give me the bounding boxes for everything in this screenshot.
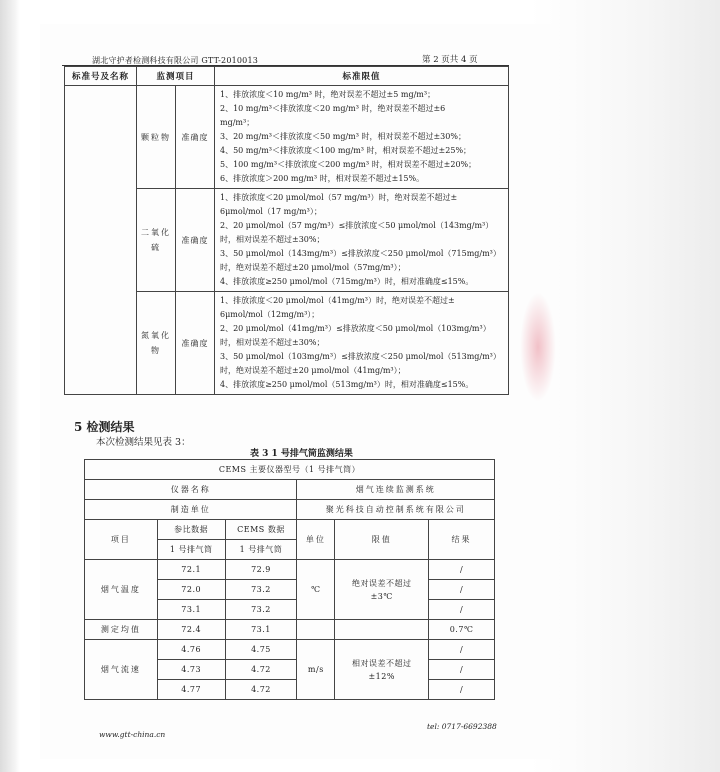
standards-table-header xyxy=(65,67,509,86)
limit-cell xyxy=(215,292,509,395)
accuracy-label: 准确度 xyxy=(176,292,215,395)
table-row xyxy=(85,460,495,480)
model-row: CEMS 主要仪器型号（1 号排气筒） xyxy=(85,460,495,480)
table-row xyxy=(85,560,495,580)
scan-edge-right xyxy=(530,0,720,772)
limit-line: 时，相对误差不超过±30%； xyxy=(220,338,325,347)
temp-result: / xyxy=(429,560,495,580)
limit-line: 6μmol/mol（12mg/m³）； xyxy=(220,310,320,319)
flow-cems-value: 4.72 xyxy=(225,680,297,700)
mean-ref-value: 72.4 xyxy=(157,620,225,640)
col-cems: CEMS 数据 xyxy=(225,520,297,540)
temp-cems-value: 73.2 xyxy=(225,580,297,600)
flow-result: / xyxy=(429,680,495,700)
flow-ref-value: 4.76 xyxy=(157,640,225,660)
limit-line: 4、50 mg/m³＜排放浓度＜100 mg/m³ 时，相对误差不超过±25%； xyxy=(220,146,472,155)
limit-line: 时，相对误差不超过±30%； xyxy=(220,235,325,244)
sub-ref: 1 号排气筒 xyxy=(157,540,225,560)
flow-unit: m/s xyxy=(297,640,335,700)
footer-website: www.gtt-china.cn xyxy=(99,730,166,739)
category-so2: 二氧化硫 xyxy=(137,189,176,292)
temp-result: / xyxy=(429,600,495,620)
mean-unit xyxy=(297,620,335,640)
temp-ref-value: 73.1 xyxy=(157,600,225,620)
table-row xyxy=(85,500,495,520)
mean-label: 测定均值 xyxy=(85,620,158,640)
limit-line: 4、排放浓度≥250 μmol/mol（513mg/m³）时，相对准确度≤15%。 xyxy=(220,380,474,389)
section-title: 5 检测结果 xyxy=(74,420,135,434)
limit-cell xyxy=(215,86,509,189)
instrument-value: 烟气连续监测系统 xyxy=(297,480,495,500)
temp-unit: ℃ xyxy=(297,560,335,620)
table-row xyxy=(65,86,509,189)
category-nox: 氮氧化物 xyxy=(137,292,176,395)
temp-cems-value: 72.9 xyxy=(225,560,297,580)
table-row xyxy=(85,520,495,540)
limit-line: 3、50 μmol/mol（103mg/m³）≤排放浓度＜250 μmol/mol（513mg/m³） xyxy=(220,352,501,361)
stamp-smudge xyxy=(520,292,556,402)
limit-line: 1、排放浓度＜10 mg/m³ 时，绝对误差不超过±5 mg/m³； xyxy=(220,90,436,99)
standards-table xyxy=(64,66,509,395)
scan-edge-left xyxy=(0,0,20,772)
flow-limit: 相对误差不超过±12% xyxy=(335,640,429,700)
temp-label: 烟气温度 xyxy=(85,560,158,620)
flow-cems-value: 4.72 xyxy=(225,660,297,680)
mean-result: 0.7℃ xyxy=(429,620,495,640)
temp-result: / xyxy=(429,580,495,600)
header-standard-name: 标准号及名称 xyxy=(65,67,137,86)
results-table xyxy=(84,459,495,700)
table-caption: 表 3 1 号排气筒监测结果 xyxy=(250,449,353,459)
temp-ref-value: 72.1 xyxy=(157,560,225,580)
accuracy-label: 准确度 xyxy=(176,86,215,189)
col-result: 结果 xyxy=(429,520,495,560)
header-company: 湖北守护者检测科技有限公司 GTT-2010013 xyxy=(92,56,259,65)
instrument-label: 仪器名称 xyxy=(85,480,297,500)
limit-line: 5、100 mg/m³＜排放浓度＜200 mg/m³ 时，相对误差不超过±20%； xyxy=(220,160,477,169)
limit-line: 时，绝对误差不超过±20 μmol/mol（41mg/m³）； xyxy=(220,366,406,375)
mean-limit xyxy=(335,620,429,640)
col-unit: 单位 xyxy=(297,520,335,560)
limit-line: 2、20 μmol/mol（41mg/m³）≤排放浓度＜50 μmol/mol（103mg/m³） xyxy=(220,324,491,333)
flow-result: / xyxy=(429,640,495,660)
header-page-info: 第 2 页共 4 页 xyxy=(422,55,478,65)
col-item: 项目 xyxy=(85,520,158,560)
limit-line: 3、20 mg/m³＜排放浓度＜50 mg/m³ 时，相对误差不超过±30%； xyxy=(220,132,466,141)
limit-line: 2、10 mg/m³＜排放浓度＜20 mg/m³ 时，绝对误差不超过±6 xyxy=(220,104,446,113)
category-particulate: 颗粒物 xyxy=(137,86,176,189)
footer-tel: tel: 0717-6692388 xyxy=(427,722,497,731)
limit-cell xyxy=(215,189,509,292)
temp-cems-value: 73.2 xyxy=(225,600,297,620)
accuracy-label: 准确度 xyxy=(176,189,215,292)
col-ref: 参比数据 xyxy=(157,520,225,540)
col-limit: 限值 xyxy=(335,520,429,560)
flow-ref-value: 4.77 xyxy=(157,680,225,700)
table-row xyxy=(85,620,495,640)
section-body: 本次检测结果见表 3： xyxy=(96,437,191,448)
limit-line: 6μmol/mol（17 mg/m³）； xyxy=(220,207,322,216)
mean-cems-value: 73.1 xyxy=(225,620,297,640)
standard-name-cell xyxy=(65,86,137,395)
limit-line: 2、20 μmol/mol（57 mg/m³）≤排放浓度＜50 μmol/mol（143mg/m³） xyxy=(220,221,494,230)
limit-line: 3、50 μmol/mol（143mg/m³）≤排放浓度＜250 μmol/mol（715mg/m³） xyxy=(220,249,501,258)
temp-ref-value: 72.0 xyxy=(157,580,225,600)
flow-result: / xyxy=(429,660,495,680)
flow-cems-value: 4.75 xyxy=(225,640,297,660)
maker-value: 聚光科技自动控制系统有限公司 xyxy=(297,500,495,520)
maker-label: 制造单位 xyxy=(85,500,297,520)
temp-limit: 绝对误差不超过±3℃ xyxy=(335,560,429,620)
limit-line: 4、排放浓度≥250 μmol/mol（715mg/m³）时，相对准确度≤15%。 xyxy=(220,277,474,286)
table-row xyxy=(85,640,495,660)
limit-line: 6、排放浓度＞200 mg/m³ 时，相对误差不超过±15%。 xyxy=(220,174,425,183)
sub-cems: 1 号排气筒 xyxy=(225,540,297,560)
flow-label: 烟气流速 xyxy=(85,640,158,700)
header-standard-limit: 标准限值 xyxy=(215,67,509,86)
header-monitor-item: 监测项目 xyxy=(137,67,215,86)
limit-line: 1、排放浓度＜20 μmol/mol（41mg/m³）时，绝对误差不超过± xyxy=(220,296,455,305)
limit-line: 1、排放浓度＜20 μmol/mol（57 mg/m³）时，绝对误差不超过± xyxy=(220,193,458,202)
limit-line: mg/m³； xyxy=(220,118,255,127)
table-row xyxy=(85,480,495,500)
flow-ref-value: 4.73 xyxy=(157,660,225,680)
limit-line: 时，绝对误差不超过±20 μmol/mol（57mg/m³）； xyxy=(220,263,406,272)
